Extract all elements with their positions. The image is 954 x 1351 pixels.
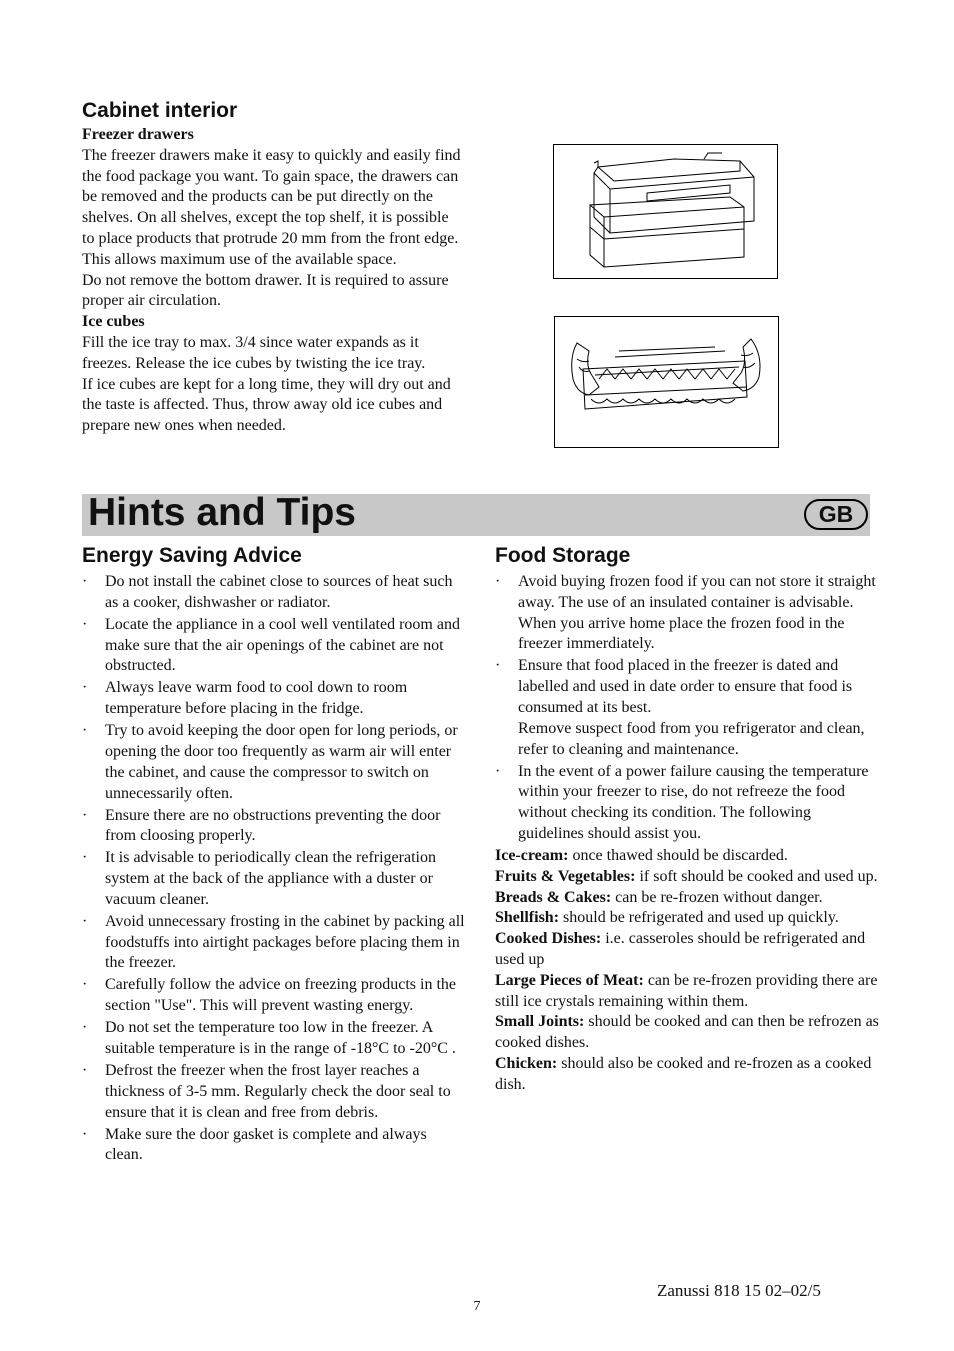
list-item: · Always leave warm food to cool down to room temperature before placing in the fridge. bbox=[82, 679, 408, 718]
energy-saving-list bbox=[82, 572, 467, 1166]
list-item: · Ensure there are no obstructions preventing the door from cloosing properly. bbox=[82, 806, 441, 845]
list-item: · In the event of a power failure causing the temperature within your freezer to rise, do not refreeze the food without checking its condition. The following guidelines should assist you. bbox=[495, 762, 869, 842]
hints-and-tips-title: Hints and Tips bbox=[88, 491, 356, 534]
food-storage-heading: Food Storage bbox=[495, 544, 631, 567]
bullet-icon: · bbox=[82, 573, 88, 590]
ice-cubes-heading: Ice cubes bbox=[82, 313, 145, 331]
cabinet-interior-heading: Cabinet interior bbox=[82, 99, 238, 122]
ice-tray-illustration bbox=[554, 316, 779, 448]
list-item: · Do not set the temperature too low in the freezer. A suitable temperature is in the range of -18°C to -20°C . bbox=[82, 1019, 456, 1058]
suspect-food-note: Remove suspect food from you refrigerator and clean, refer to cleaning and maintenance. bbox=[518, 719, 865, 758]
bullet-icon: · bbox=[82, 912, 88, 930]
freezer-drawers-paragraph: The freezer drawers make it easy to quickly and easily find the food package you want. To gain space, the drawers can be removed and the products can be put directly on the shelves. On all shelves, except the top shelf, it is possible to place products that protrude 20 mm from the front edge. This allows maximum use of the available space. bbox=[82, 146, 461, 268]
hints-and-tips-banner bbox=[82, 491, 870, 536]
list-item: · Do not install the cabinet close to sources of heat such as a cooker, dishwasher or radiator. bbox=[82, 573, 453, 611]
language-badge-gb: GB bbox=[804, 499, 868, 530]
guideline-chicken: Chicken: should also be cooked and re-frozen as a cooked dish. bbox=[495, 1054, 872, 1093]
list-item: · Carefully follow the advice on freezing products in the section "Use". This will prevent wasting energy. bbox=[82, 976, 456, 1015]
guideline-breads-cakes: Breads & Cakes: can be re-frozen without danger. bbox=[495, 888, 823, 906]
guideline-shellfish: Shellfish: should be refrigerated and used up quickly. bbox=[495, 909, 839, 927]
bullet-icon: · bbox=[82, 615, 88, 633]
bullet-icon: · bbox=[495, 657, 501, 675]
bullet-icon: · bbox=[495, 762, 501, 780]
ice-storage-paragraph: If ice cubes are kept for a long time, they will dry out and the taste is affected. Thus, throw away old ice cubes and prepare new ones when needed. bbox=[82, 375, 451, 435]
list-item: · Make sure the door gasket is complete and always clean. bbox=[82, 1125, 427, 1164]
model-reference: Zanussi 818 15 02–02/5 bbox=[657, 1281, 821, 1300]
guideline-fruits-vegetables: Fruits & Vegetables: if soft should be cooked and used up. bbox=[495, 867, 878, 885]
food-storage-list bbox=[495, 572, 880, 845]
guideline-small-joints: Small Joints: should be cooked and can then be refrozen as cooked dishes. bbox=[495, 1013, 879, 1052]
bottom-drawer-paragraph: Do not remove the bottom drawer. It is required to assure proper air circulation. bbox=[82, 271, 449, 310]
list-item: · Locate the appliance in a cool well ventilated room and make sure that the air openings of the cabinet are not obstructed. bbox=[82, 615, 460, 675]
thawed-food-guidelines bbox=[495, 846, 880, 1096]
bullet-icon: · bbox=[82, 1125, 88, 1143]
bullet-icon: · bbox=[82, 1062, 88, 1080]
energy-saving-heading: Energy Saving Advice bbox=[82, 544, 302, 567]
energy-saving-section bbox=[82, 542, 467, 1167]
page-number: 7 bbox=[473, 1299, 481, 1314]
list-item: · Ensure that food placed in the freezer is dated and labelled and used in date order to ensure that food is consumed at its best. Remove suspect food from you refrigerator and clean, refer to cleaning and maintenance. bbox=[495, 656, 880, 760]
list-item: · Avoid unnecessary frosting in the cabinet by packing all foodstuffs into airtight packages before placing them in the freezer. bbox=[82, 912, 465, 972]
list-item: · Try to avoid keeping the door open for long periods, or opening the door too frequently as warm air will enter the cabinet, and cause the compressor to switch on unnecessarily often. bbox=[82, 722, 458, 802]
bullet-icon: · bbox=[495, 573, 501, 590]
freezer-drawers-illustration bbox=[553, 144, 778, 279]
cabinet-interior-section bbox=[82, 97, 462, 437]
food-storage-section bbox=[495, 542, 880, 1095]
guideline-ice-cream: Ice-cream: once thawed should be discarded. bbox=[495, 846, 788, 864]
bullet-icon: · bbox=[82, 849, 88, 867]
list-item: · Avoid buying frozen food if you can not store it straight away. The use of an insulated container is advisable. When you arrive home place the frozen food in the freezer immerdiately. bbox=[495, 573, 876, 653]
freezer-drawers-heading: Freezer drawers bbox=[82, 126, 194, 143]
bullet-icon: · bbox=[82, 806, 88, 824]
guideline-cooked-dishes: Cooked Dishes: i.e. casseroles should be refrigerated and used up bbox=[495, 930, 866, 968]
list-item: · Defrost the freezer when the frost layer reaches a thickness of 3-5 mm. Regularly check the door seal to ensure that it is clean and free from debris. bbox=[82, 1062, 451, 1121]
ice-tray-paragraph: Fill the ice tray to max. 3/4 since water expands as it freezes. Release the ice cubes by twisting the ice tray. bbox=[82, 333, 426, 372]
bullet-icon: · bbox=[82, 722, 88, 740]
bullet-icon: · bbox=[82, 976, 88, 994]
bullet-icon: · bbox=[82, 1019, 88, 1037]
list-item: · It is advisable to periodically clean the refrigeration system at the back of the appliance with a duster or vacuum cleaner. bbox=[82, 849, 436, 908]
guideline-large-meat: Large Pieces of Meat: can be re-frozen providing there are still ice crystals remaining within them. bbox=[495, 971, 878, 1010]
bullet-icon: · bbox=[82, 679, 88, 697]
